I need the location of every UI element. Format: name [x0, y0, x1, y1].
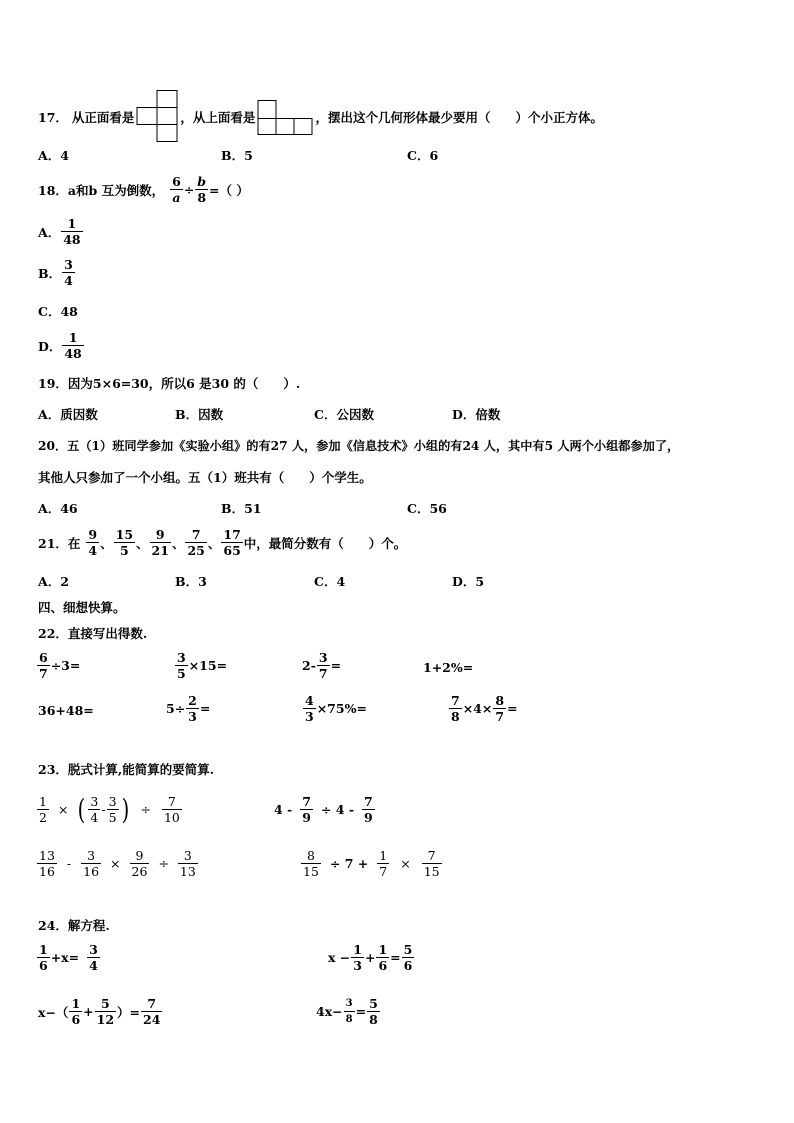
q22-expr-7: $\frac{4}{3}$ ×75%=: [305, 693, 367, 724]
q24-equation-3: x−（ 1 6 + $\frac{5}{12}$ ）= $\frac{7}{24}$: [38, 996, 161, 1027]
fraction: $\frac{1}{3}$: [353, 942, 362, 973]
fraction: $\frac{3}{4}$: [89, 942, 98, 973]
q17-option-a: A．4: [38, 148, 69, 163]
q23-expr-3: 13 16 - $\frac{3}{16}$ × $\frac{9}{26}$ ÷ $\frac{3}{13}$: [39, 848, 196, 879]
fraction: 7 9: [364, 794, 373, 825]
fraction: $\frac{3}{7}$: [318, 650, 328, 681]
q22-expr-1: $\frac{6}{7}$ ÷3=: [39, 650, 81, 681]
q22-expr-8: $\frac{7}{8}$ ×4× $\frac{8}{7}$ =: [451, 693, 518, 724]
fraction: $\frac{5}{6}$: [403, 942, 413, 973]
top-view-figure: [257, 97, 313, 137]
fraction: $\frac{3}{8}$: [345, 998, 353, 1025]
fraction: $\frac{1}{6}$: [378, 942, 388, 973]
fraction: $\frac{8}{7}$: [495, 693, 505, 724]
fraction: $\frac{7}{10}$: [163, 794, 180, 825]
fraction: $\frac{6}{7}$: [39, 650, 48, 681]
q20-option-b: B．51: [221, 501, 262, 516]
q21-option-a: A．2: [38, 574, 69, 589]
q19-option-b: B．因数: [175, 407, 224, 422]
fraction: 3 5: [108, 794, 117, 825]
q23-expr-4: $\frac{8}{15}$ ÷ 7 + $\frac{1}{7}$ × $\frac{7}{15}$: [303, 848, 440, 879]
fraction: $\frac{3}{5}$: [177, 650, 186, 681]
fraction: 1 48: [63, 216, 81, 247]
fraction: $\frac{7}{24}$: [143, 996, 161, 1027]
fraction: $\frac{9}{26}$: [131, 848, 148, 879]
fraction: 15 5: [115, 527, 134, 558]
q24-equation-1: 1 6 +x= $\frac{3}{4}$: [39, 942, 98, 973]
q18-option-b: B． 3 4: [38, 257, 73, 288]
q18-option-d: D． 1 48: [38, 330, 82, 361]
fraction: 1 6: [39, 942, 48, 973]
fraction: 13 16: [39, 848, 55, 879]
fraction: $\frac{5}{12}$: [96, 996, 115, 1027]
q19-option-a: A．质因数: [38, 407, 98, 422]
fraction: $\frac{1}{7}$: [379, 848, 388, 879]
q22-expr-6: 5÷ $\frac{2}{3}$ =: [166, 693, 211, 724]
fraction: $\frac{5}{8}$: [369, 996, 378, 1027]
q22-expr-5: 36+48=: [38, 703, 94, 718]
fraction: $\frac{3}{13}$: [179, 848, 196, 879]
fraction: 1 6: [71, 996, 81, 1027]
q23-expr-1: $\frac{1}{2}$ × ( 3 4 - 3 5 ) ÷ $\frac{7}{10}$: [39, 792, 180, 826]
fraction: $\frac{4}{3}$: [305, 693, 314, 724]
fraction: 7 25: [187, 527, 205, 558]
q18-option-a: A． 1 48: [38, 216, 81, 247]
fraction: $\frac{7}{9}$: [302, 794, 311, 825]
q20-option-c: C．56: [407, 501, 447, 516]
fraction: $\frac{3}{16}$: [83, 848, 100, 879]
q21-option-c: C．4: [314, 574, 346, 589]
q21-option-b: B．3: [175, 574, 207, 589]
fraction: 9 4: [88, 527, 98, 558]
q24-equation-2: x − $\frac{1}{3}$ + $\frac{1}{6}$ = $\frac{5}{6}$: [328, 942, 413, 973]
q19-stem: 19．因为5×6=30，所以6 是30 的（ ）.: [38, 376, 301, 391]
section-heading: 四、细想快算。: [38, 600, 126, 615]
q18-stem: 18． a和b 互为倒数， $\frac{6}{a}$ ÷ $\frac{b}{8}$ =（ ）: [38, 174, 249, 205]
fraction: $\frac{7}{15}$: [423, 848, 440, 879]
left-paren: (: [78, 792, 86, 826]
fraction: $\frac{2}{3}$: [188, 693, 197, 724]
q20-stem-line1: 20．五（1）班同学参加《实验小组》的有27 人，参加《信息技术》小组的有24 人，其中有5 人两个小组都参加了，: [38, 439, 680, 453]
q21-option-d: D．5: [452, 574, 485, 589]
q24-title: 24．解方程.: [38, 918, 110, 933]
q17-option-b: B．5: [221, 148, 253, 163]
q22-expr-2: $\frac{3}{5}$ ×15=: [177, 650, 228, 681]
fraction: 17 65: [223, 527, 241, 558]
q19-option-c: C．公因数: [314, 407, 374, 422]
fraction: 3 4: [90, 794, 99, 825]
q19-option-d: D．倍数: [452, 407, 501, 422]
fraction: 1 48: [64, 330, 82, 361]
fraction: $\frac{6}{a}$: [172, 174, 181, 205]
q17-option-c: C．6: [407, 148, 439, 163]
fraction: 3 4: [64, 257, 73, 288]
fraction: $\frac{1}{2}$: [39, 794, 47, 825]
q24-equation-4: 4x− $\frac{3}{8}$ = $\frac{5}{8}$: [316, 996, 378, 1027]
q22-title: 22．直接写出得数.: [38, 626, 148, 641]
q17-stem: 17． 从正面看是 ，从上面看是 ，摆出这个几何形体最少要用（ ）个小正方体。: [38, 90, 603, 144]
q20-stem-line2: 其他人只参加了一个小组。五（1）班共有（ ）个学生。: [38, 470, 372, 485]
q21-stem: 21．在 9 4 、 15 5 、 9 21 、 7 25 、 17 65 中，最简分数有（ ）个。: [38, 527, 407, 558]
fraction: $\frac{8}{15}$: [303, 848, 319, 879]
q23-expr-2: 4 - $\frac{7}{9}$ ÷ 4 - 7 9: [274, 794, 373, 825]
q22-expr-3: 2- $\frac{3}{7}$ =: [302, 650, 342, 681]
q20-option-a: A．46: [38, 501, 78, 516]
right-paren: ): [121, 792, 129, 826]
q23-title: 23．脱式计算,能简算的要简算.: [38, 762, 215, 777]
fraction: $\frac{7}{8}$: [451, 693, 460, 724]
front-view-figure: [136, 90, 178, 144]
q22-expr-4: 1+2%=: [423, 660, 474, 675]
fraction: $\frac{b}{8}$: [197, 174, 207, 205]
fraction: 9 21: [151, 527, 169, 558]
q18-option-c: C．48: [38, 304, 78, 319]
